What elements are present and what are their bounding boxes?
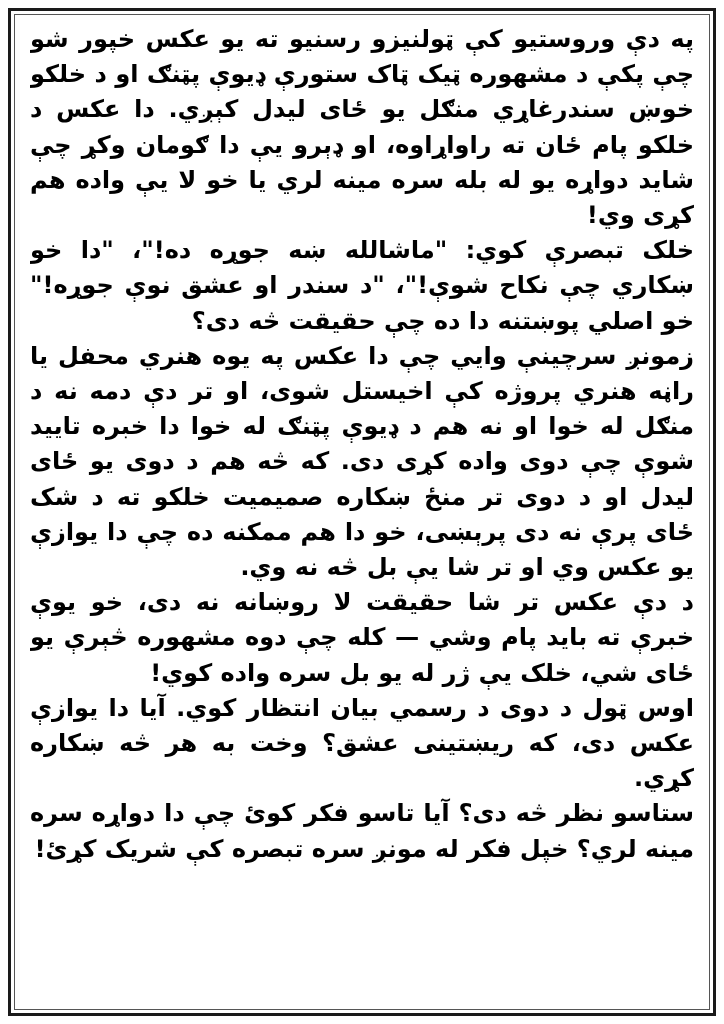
paragraph-truth: د دې عکس تر شا حقیقت لا روښانه نه دی، خو یوې خبرې ته باید پام وشي — کله چې دوه مشهوره څېرې یو ځای شي، خلک یې ژر له یو بل سره واده کوي! <box>30 588 694 687</box>
paragraph-sources: زمونږ سرچینې وایي چې دا عکس په یوه هنري محفل یا راڼه هنري پروژه کې اخیستل شوی، او تر دې دمه نه د منګل له خوا او نه هم د ډیوې پټنګ له خوا دا خبره تایید شوې چې دوی واده کړی دی. که څه هم د دوی یو ځای لیدل او د دوی تر منځ ښکاره صمیمیت خلکو ته د شک ځای پرې نه دی پرېښی، خو دا هم ممکنه ده چې دا یوازې یو عکس وي او تر شا یې بل څه نه وي. <box>30 341 694 582</box>
paragraph-question: ستاسو نظر څه دی؟ آیا تاسو فکر کوئ چې دا دواړه سره مینه لري؟ خپل فکر له مونږ سره تبصره کې شریک کړئ! <box>30 799 694 863</box>
paragraph-waiting: اوس ټول د دوی د رسمي بیان انتظار کوي. آیا دا یوازې عکس دی، که ریښتینی عشق؟ وخت به هر څه ښکاره کړي. <box>30 693 694 793</box>
article-body <box>30 22 694 1007</box>
paragraph-comments: خلک تبصرې کوي: "ماشالله ښه جوړه ده!"، "دا خو ښکاري چې نکاح شوې!"، "د سندر او عشق نوې جوړه!" خو اصلي پوښتنه دا ده چې حقیقت څه دی؟ <box>30 236 694 335</box>
paragraph-intro: په دې وروستیو کې ټولنیزو رسنیو ته یو عکس خپور شو چې پکې د مشهوره ټیک ټاک ستورې ډیوې پټنګ او د خلکو خوښ سندرغاړي منګل یو ځای لیدل کېږي. دا عکس د خلکو پام ځان ته راواړاوه، او ډېرو یې دا ګومان وکړ چې شاید دواړه یو له بله سره مینه لري یا خو لا یې واده هم کړی وي! <box>30 25 694 230</box>
